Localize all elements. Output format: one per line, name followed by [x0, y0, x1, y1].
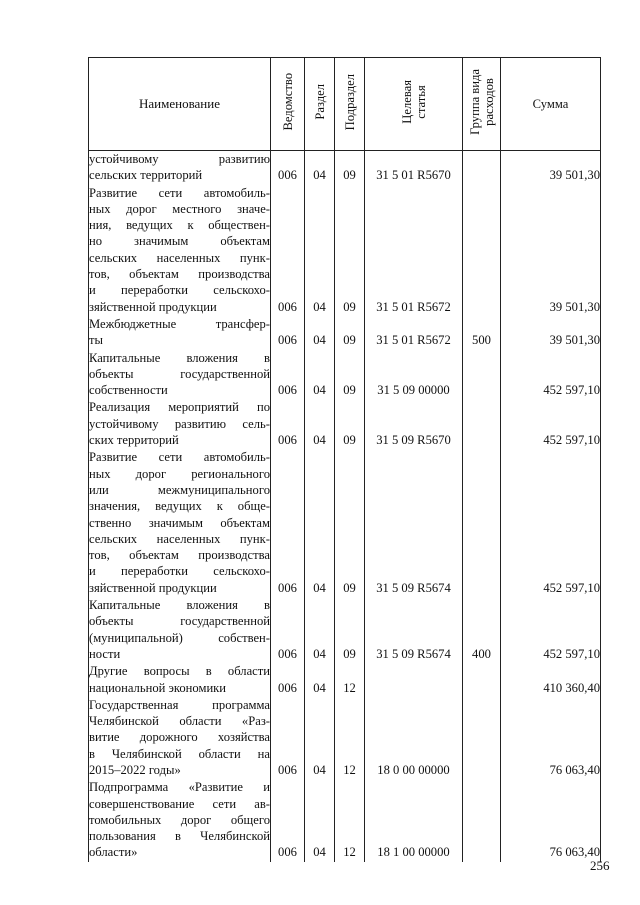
row-celevaya-statya: 31 5 01 R5672: [365, 185, 463, 316]
row-summa: 452 597,10: [501, 449, 601, 597]
row-name-line: устойчивому развитию сель-: [89, 416, 270, 431]
row-gruppa: [463, 151, 501, 185]
row-gruppa: [463, 185, 501, 316]
row-razdel: 04: [305, 151, 335, 185]
row-razdel: 04: [305, 316, 335, 350]
header-podrazdel: Подраздел: [335, 58, 365, 151]
row-gruppa: [463, 449, 501, 597]
row-name-line: Челябинской области «Раз-: [89, 714, 270, 729]
row-name: [89, 597, 271, 663]
row-celevaya-statya: 18 1 00 00000: [365, 779, 463, 861]
row-name-line: зяйственной продукции: [89, 299, 217, 314]
row-name-line: томобильных дорог общего: [89, 812, 270, 827]
table-row: [89, 663, 601, 697]
row-name-line: совершенствование сети ав-: [89, 796, 270, 811]
row-name-line: сельских населенных пунк-: [89, 531, 270, 546]
row-razdel: 04: [305, 663, 335, 697]
row-vedomstvo: 006: [271, 399, 305, 449]
row-summa: 39 501,30: [501, 316, 601, 350]
row-name-line: Развитие сети автомобиль-: [89, 450, 270, 465]
row-gruppa: [463, 697, 501, 779]
row-podrazdel: 12: [335, 663, 365, 697]
row-name-line: витие дорожного хозяйства: [89, 730, 270, 745]
row-name-line: собственности: [89, 383, 168, 398]
row-name-line: ственно значимым объектам: [89, 515, 270, 530]
table-row: [89, 316, 601, 350]
row-name-line: ных дорог местного значе-: [89, 201, 270, 216]
header-gruppa-vida-rashodov: Группа вида расходов: [463, 58, 501, 151]
row-name-line: ты: [89, 333, 103, 348]
row-name-line: Подпрограмма «Развитие и: [89, 780, 270, 795]
row-summa: 452 597,10: [501, 350, 601, 400]
row-name-line: тов, объектам производства: [89, 548, 270, 563]
row-name: [89, 350, 271, 400]
table-row: [89, 597, 601, 663]
row-vedomstvo: 006: [271, 697, 305, 779]
header-summa: Сумма: [501, 58, 601, 151]
row-vedomstvo: 006: [271, 151, 305, 185]
row-celevaya-statya: 31 5 09 R5674: [365, 449, 463, 597]
table-row: [89, 399, 601, 449]
row-name-line: пользования в Челябинской: [89, 829, 270, 844]
row-name-line: устойчивому развитию: [89, 152, 270, 166]
table-row: [89, 350, 601, 400]
row-gruppa: [463, 399, 501, 449]
row-name: [89, 151, 271, 185]
row-name: [89, 316, 271, 350]
row-gruppa: [463, 350, 501, 400]
row-vedomstvo: 006: [271, 350, 305, 400]
row-celevaya-statya: 31 5 01 R5672: [365, 316, 463, 350]
row-razdel: 04: [305, 350, 335, 400]
row-summa: 39 501,30: [501, 151, 601, 185]
row-name-line: сельских населенных пунк-: [89, 250, 270, 265]
row-podrazdel: 09: [335, 399, 365, 449]
row-vedomstvo: 006: [271, 185, 305, 316]
table-row: [89, 779, 601, 861]
row-name-line: и переработки сельскохо-: [89, 564, 270, 579]
row-podrazdel: 09: [335, 316, 365, 350]
row-name-line: в Челябинской области на: [89, 746, 270, 761]
row-celevaya-statya: 31 5 09 R5670: [365, 399, 463, 449]
row-name-line: ных дорог регионального: [89, 466, 270, 481]
table-row: [89, 449, 601, 597]
row-name: [89, 663, 271, 697]
row-name-line: Другие вопросы в области: [89, 664, 270, 679]
row-gruppa: [463, 779, 501, 861]
row-name-line: значения, ведущих к обще-: [89, 499, 270, 514]
row-summa: 452 597,10: [501, 597, 601, 663]
row-summa: 39 501,30: [501, 185, 601, 316]
row-razdel: 04: [305, 779, 335, 861]
row-gruppa: 400: [463, 597, 501, 663]
row-vedomstvo: 006: [271, 449, 305, 597]
row-name: [89, 697, 271, 779]
budget-table: [88, 57, 601, 862]
table-row: [89, 185, 601, 316]
table-row: [89, 697, 601, 779]
row-name-line: сельских территорий: [89, 168, 203, 183]
row-vedomstvo: 006: [271, 316, 305, 350]
row-celevaya-statya: 31 5 09 00000: [365, 350, 463, 400]
row-summa: 76 063,40: [501, 697, 601, 779]
row-podrazdel: 09: [335, 449, 365, 597]
row-vedomstvo: 006: [271, 597, 305, 663]
table-header: [89, 58, 601, 151]
row-name: [89, 779, 271, 861]
row-gruppa: 500: [463, 316, 501, 350]
row-name: [89, 185, 271, 316]
row-name: [89, 399, 271, 449]
row-name-line: ния, ведущих к обществен-: [89, 218, 270, 233]
row-razdel: 04: [305, 697, 335, 779]
row-name-line: тов, объектам производства: [89, 267, 270, 282]
row-vedomstvo: 006: [271, 663, 305, 697]
row-razdel: 04: [305, 597, 335, 663]
row-name-line: Межбюджетные трансфер-: [89, 316, 270, 331]
row-name-line: объекты государственной: [89, 366, 270, 381]
table-row: [89, 151, 601, 185]
row-summa: 410 360,40: [501, 663, 601, 697]
row-celevaya-statya: 31 5 01 R5670: [365, 151, 463, 185]
header-razdel: Раздел: [305, 58, 335, 151]
row-name-line: но значимым объектам: [89, 234, 270, 249]
row-name-line: Капитальные вложения в: [89, 350, 270, 365]
row-name-line: области»: [89, 845, 138, 860]
row-podrazdel: 12: [335, 779, 365, 861]
row-name-line: (муниципальной) собствен-: [89, 630, 270, 645]
row-name-line: Развитие сети автомобиль-: [89, 185, 270, 200]
row-razdel: 04: [305, 399, 335, 449]
row-name-line: национальной экономики: [89, 680, 227, 695]
row-name-line: и переработки сельскохо-: [89, 283, 270, 298]
page-number: 256: [590, 858, 610, 873]
row-name-line: зяйственной продукции: [89, 580, 217, 595]
row-celevaya-statya: [365, 663, 463, 697]
header-vedomstvo: Ведомство: [271, 58, 305, 151]
row-name: [89, 449, 271, 597]
row-vedomstvo: 006: [271, 779, 305, 861]
row-name-line: 2015–2022 годы»: [89, 762, 181, 777]
row-summa: 76 063,40: [501, 779, 601, 861]
row-razdel: 04: [305, 449, 335, 597]
row-podrazdel: 09: [335, 185, 365, 316]
row-name-line: Реализация мероприятий по: [89, 400, 270, 415]
header-name: Наименование: [89, 58, 271, 151]
row-name-line: ности: [89, 646, 121, 661]
row-podrazdel: 12: [335, 697, 365, 779]
row-podrazdel: 09: [335, 151, 365, 185]
table-body: [89, 151, 601, 862]
row-name-line: объекты государственной: [89, 614, 270, 629]
row-name-line: или межмуниципального: [89, 482, 270, 497]
row-podrazdel: 09: [335, 350, 365, 400]
row-podrazdel: 09: [335, 597, 365, 663]
row-razdel: 04: [305, 185, 335, 316]
row-celevaya-statya: 31 5 09 R5674: [365, 597, 463, 663]
row-name-line: Государственная программа: [89, 697, 270, 712]
row-celevaya-statya: 18 0 00 00000: [365, 697, 463, 779]
row-name-line: ских территорий: [89, 433, 179, 448]
row-gruppa: [463, 663, 501, 697]
row-summa: 452 597,10: [501, 399, 601, 449]
header-celevaya-statya: Целевая статья: [365, 58, 463, 151]
row-name-line: Капитальные вложения в: [89, 598, 270, 613]
